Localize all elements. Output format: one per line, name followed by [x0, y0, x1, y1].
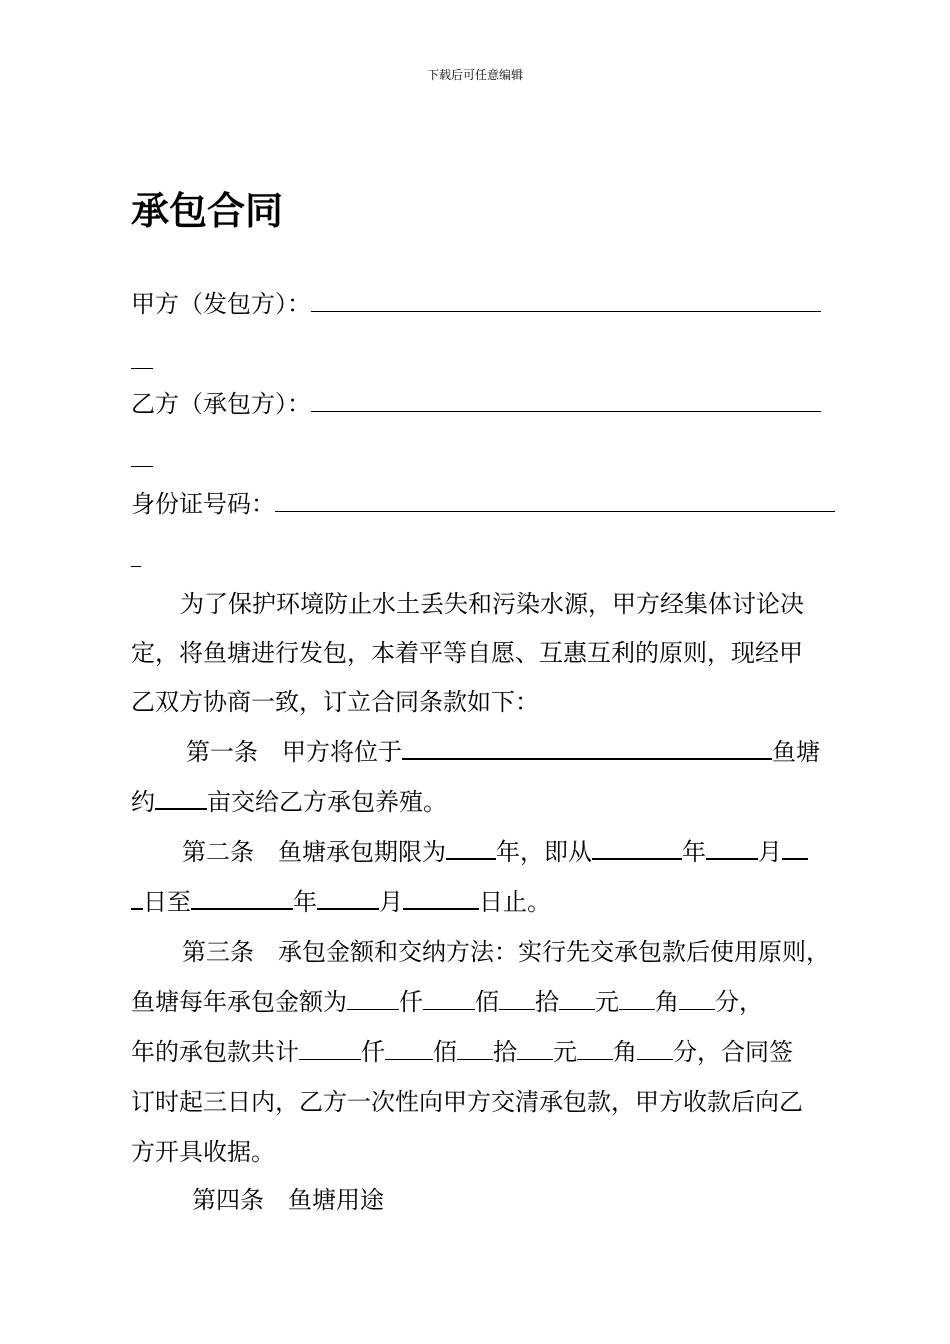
article-2-end-month-blank [317, 886, 379, 910]
annual-bai-unit: 佰 [475, 988, 499, 1016]
total-amount-end: ，合同签 [697, 1038, 793, 1066]
article-2-text-c: 年 [682, 838, 706, 866]
article-1-text-d: 亩交给乙方承包养殖。 [207, 788, 447, 816]
annual-qian-unit: 仟 [399, 988, 423, 1016]
annual-fen-unit: 分 [715, 988, 739, 1016]
article-4-heading: 第四条 鱼塘用途 [192, 1186, 384, 1214]
id-number-blank-continuation [131, 566, 141, 567]
party-b-blank-continuation [131, 466, 153, 467]
annual-shi-blank [499, 987, 535, 1010]
article-1-text-a: 第一条 甲方将位于 [186, 738, 402, 766]
article-2-line-2 [131, 886, 551, 918]
article-1-line-1 [186, 736, 820, 768]
intro-line-3: 乙双方协商一致，订立合同条款如下： [131, 688, 539, 716]
annual-fen-blank [679, 987, 715, 1010]
article-2-text-d: 月 [758, 838, 782, 866]
article-2-start-month-blank [706, 836, 758, 860]
article-3-line-5: 方开具收据。 [131, 1138, 275, 1166]
party-a-blank-continuation [131, 368, 153, 369]
annual-amount-prefix: 鱼塘每年承包金额为 [131, 988, 347, 1016]
article-3-line-1: 第三条 承包金额和交纳方法：实行先交承包款后使用原则， [182, 938, 830, 966]
article-1-line-2 [131, 786, 447, 818]
article-2-start-day-blank [782, 836, 808, 860]
article-2-text-a: 第二条 鱼塘承包期限为 [182, 838, 446, 866]
total-shi-blank [457, 1037, 493, 1060]
total-qian-unit: 仟 [361, 1038, 385, 1066]
total-shi-unit: 拾 [493, 1038, 517, 1066]
article-2-text-e: 日至 [143, 888, 191, 916]
article-2-years-blank [446, 836, 496, 860]
party-a-line [131, 288, 821, 320]
total-fen-unit: 分 [673, 1038, 697, 1066]
article-2-start-year-blank [592, 836, 682, 860]
intro-line-2: 定，将鱼塘进行发包，本着平等自愿、互惠互利的原则，现经甲 [131, 639, 803, 667]
annual-shi-unit: 拾 [535, 988, 559, 1016]
article-2-start-day-blank-continuation [131, 886, 143, 910]
annual-qian-blank [347, 987, 399, 1010]
total-qian-blank [299, 1037, 361, 1060]
annual-yuan-unit: 元 [595, 988, 619, 1016]
article-3-line-4: 订时起三日内，乙方一次性向甲方交清承包款，甲方收款后向乙 [131, 1088, 803, 1116]
party-b-label: 乙方（承包方）： [131, 390, 311, 418]
total-fen-blank [637, 1037, 673, 1060]
article-3-line-2 [131, 986, 763, 1018]
total-amount-prefix: 年的承包款共计 [131, 1038, 299, 1066]
total-jiao-unit: 角 [613, 1038, 637, 1066]
article-3-line-3 [131, 1036, 793, 1068]
party-a-label: 甲方（发包方）： [131, 290, 311, 318]
total-jiao-blank [577, 1037, 613, 1060]
article-2-text-h: 日止。 [479, 888, 551, 916]
article-1-text-c: 约 [131, 788, 155, 816]
annual-bai-blank [423, 987, 475, 1010]
total-yuan-unit: 元 [553, 1038, 577, 1066]
intro-line-1: 为了保护环境防止水土丢失和污染水源，甲方经集体讨论决 [180, 590, 804, 618]
id-number-line [131, 488, 835, 520]
total-yuan-blank [517, 1037, 553, 1060]
party-b-line [131, 388, 821, 420]
article-1-area-blank [155, 786, 207, 810]
party-a-blank [311, 289, 821, 312]
annual-jiao-blank [619, 987, 655, 1010]
article-2-end-year-blank [191, 886, 293, 910]
article-2-text-g: 月 [379, 888, 403, 916]
article-1-location-blank [402, 736, 772, 760]
total-bai-unit: 佰 [433, 1038, 457, 1066]
id-number-label: 身份证号码： [131, 490, 275, 518]
party-b-blank [311, 389, 821, 412]
article-2-text-f: 年 [293, 888, 317, 916]
article-2-line-1 [182, 836, 808, 868]
annual-amount-end: ， [739, 988, 763, 1016]
contract-title: 承包合同 [131, 189, 284, 233]
annual-jiao-unit: 角 [655, 988, 679, 1016]
article-2-end-day-blank [403, 886, 479, 910]
page-header: 下载后可任意编辑 [426, 68, 523, 82]
annual-yuan-blank [559, 987, 595, 1010]
article-2-text-b: 年，即从 [496, 838, 592, 866]
article-1-text-b: 鱼塘 [772, 738, 820, 766]
id-number-blank [275, 489, 835, 512]
total-bai-blank [385, 1037, 433, 1060]
